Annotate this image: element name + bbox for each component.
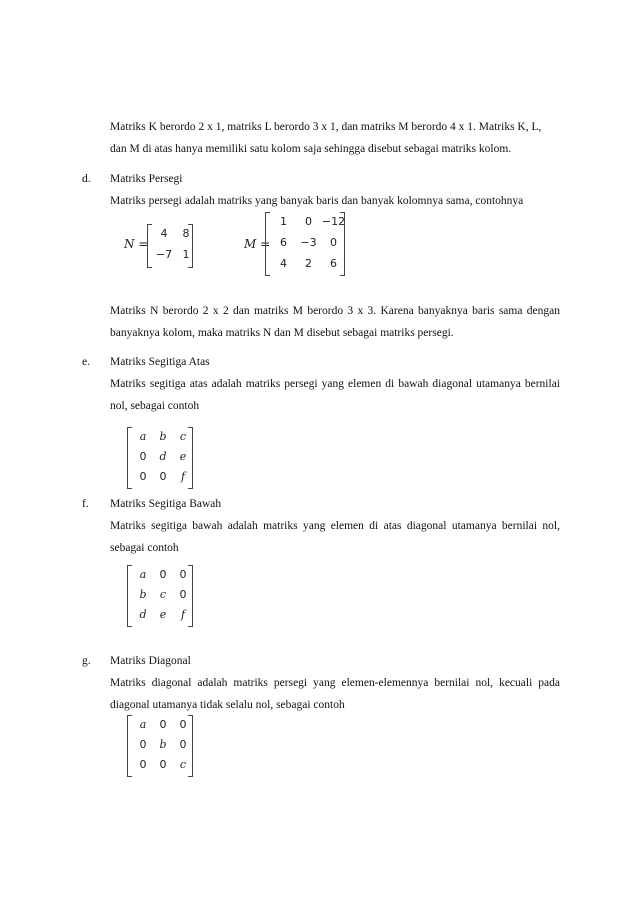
matrix-cell: 0: [159, 758, 167, 771]
section-f-description: Matriks segitiga bawah adalah matriks yang elemen di atas diagonal utamanya bernilai nol, sebagai contoh: [110, 520, 560, 554]
matrix-cell: b: [159, 738, 167, 751]
matrix-bracket-left: [265, 212, 270, 276]
intro-line-2: dan M di atas hanya memiliki satu kolom saja sehingga disebut sebagai matriks kolom.: [110, 143, 512, 155]
matrix-bracket-left: [127, 715, 132, 777]
matrix-n-label: N =: [124, 237, 149, 251]
section-d-marker: d.: [82, 173, 91, 185]
matrix-cell: 2: [305, 257, 312, 270]
matrix-cell: 4: [160, 227, 168, 240]
section-g-heading: [82, 650, 191, 672]
matrix-cell: 0: [139, 470, 147, 483]
matrix-cell: 0: [305, 215, 312, 228]
matrix-cell: −3: [300, 236, 317, 249]
matrix-bracket-left: [127, 565, 132, 627]
section-g-marker: g.: [82, 655, 91, 667]
matrix-cell: 0: [139, 758, 147, 771]
matrix-cell: 0: [159, 568, 167, 581]
matrix-cell: 0: [159, 718, 167, 731]
matrix-cell: d: [159, 450, 167, 463]
matrix-bracket-left: [127, 427, 132, 489]
matrix-cell: a: [139, 568, 147, 581]
matrix-cell: 0: [330, 236, 337, 249]
section-d-after: Matriks N berordo 2 x 2 dan matriks M berordo 3 x 3. Karena banyaknya baris sama dengan banyaknya kolom, maka matriks N dan M disebut sebagai matriks persegi.: [110, 305, 560, 339]
matrix-cell: e: [159, 608, 167, 621]
matrix-m: [265, 212, 345, 276]
section-f-marker: f.: [82, 498, 89, 510]
section-e-description: Matriks segitiga atas adalah matriks persegi yang elemen di bawah diagonal utamanya bernilai nol, sebagai contoh: [110, 378, 560, 412]
matrix-cell: 0: [159, 470, 167, 483]
matrix-cell: 0: [139, 738, 147, 751]
section-d-description: Matriks persegi adalah matriks yang banyak baris dan banyak kolomnya sama, contohnya: [110, 195, 524, 207]
matrix-cell: b: [159, 430, 167, 443]
section-d-heading: [82, 168, 183, 190]
section-f-heading: [82, 493, 221, 515]
section-e-marker: e.: [82, 356, 90, 368]
matrix-cell: 4: [280, 257, 287, 270]
matrix-cell: b: [139, 588, 147, 601]
section-g-description: Matriks diagonal adalah matriks persegi yang elemen-elemennya bernilai nol, kecuali pada diagonal utamanya tidak selalu nol, sebagai contoh: [110, 677, 560, 711]
intro-line-1: Matriks K berordo 2 x 1, matriks L berordo 3 x 1, dan matriks M berordo 4 x 1. Matriks K, L,: [110, 121, 542, 133]
matrix-m-label: M =: [244, 237, 271, 251]
matrix-cell: 0: [179, 718, 187, 731]
matrix-n: [147, 224, 193, 268]
matrix-lower-triangular: [127, 565, 193, 627]
section-f-title: Matriks Segitiga Bawah: [110, 498, 222, 510]
matrix-cell: −7: [155, 248, 173, 261]
section-e-heading: [82, 351, 210, 373]
section-d-title: Matriks Persegi: [110, 173, 183, 185]
matrix-cell: 1: [182, 248, 190, 261]
matrix-cell: −12: [321, 215, 346, 228]
matrix-cell: 6: [280, 236, 287, 249]
matrix-cell: a: [139, 718, 147, 731]
matrix-cell: f: [180, 470, 186, 483]
matrix-diagonal: [127, 715, 193, 777]
matrix-cell: f: [180, 608, 186, 621]
matrix-cell: 0: [179, 568, 187, 581]
matrix-cell: 0: [139, 450, 147, 463]
matrix-bracket-left: [147, 224, 152, 268]
matrix-cell: c: [159, 588, 167, 601]
matrix-upper-triangular: [127, 427, 193, 489]
matrix-cell: c: [179, 430, 187, 443]
matrix-cell: a: [139, 430, 147, 443]
matrix-cell: c: [179, 758, 187, 771]
section-g-title: Matriks Diagonal: [110, 655, 191, 667]
matrix-cell: 1: [280, 215, 287, 228]
matrix-cell: 6: [330, 257, 337, 270]
matrix-cell: 0: [179, 738, 187, 751]
matrix-cell: 8: [182, 227, 190, 240]
matrix-cell: e: [179, 450, 187, 463]
matrix-cell: d: [139, 608, 147, 621]
section-e-title: Matriks Segitiga Atas: [110, 356, 210, 368]
matrix-cell: 0: [179, 588, 187, 601]
